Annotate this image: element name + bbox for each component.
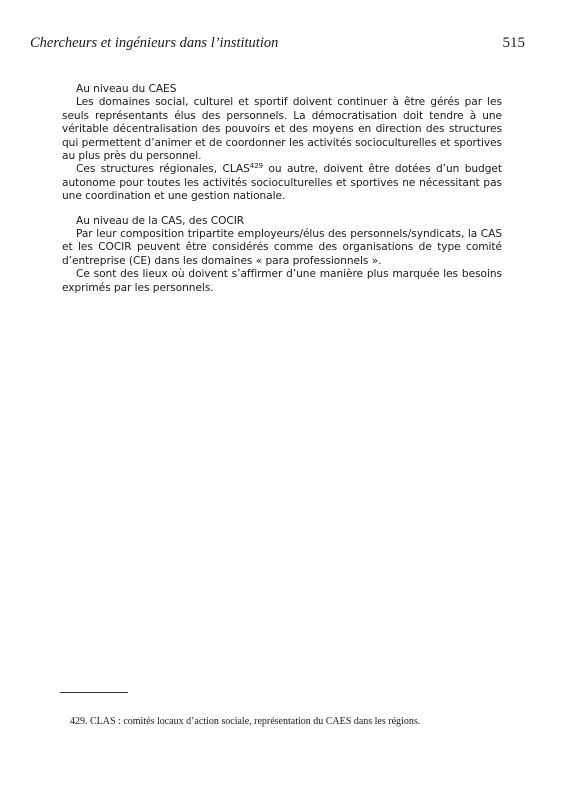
paragraph-text: ou autre, doivent être dotées d’un budget autonome pour toutes les activités socioculturelles et sportives ne nécessitant pas une coordination et une gestion nationale. — [62, 163, 502, 203]
section-heading: Au niveau de la CAS, des COCIR — [76, 214, 245, 227]
running-head — [30, 34, 525, 52]
footnote: 429. CLAS : comités locaux d’action sociale, représentation du CAES dans les régions. — [70, 716, 421, 727]
footnote-divider — [60, 692, 128, 693]
paragraph — [62, 163, 502, 203]
section-heading: Au niveau du CAES — [76, 83, 177, 95]
paragraph-text: Ces structures régionales, CLAS — [76, 163, 250, 176]
paragraph: Ce sont des lieux où doivent s’affirmer d’une manière plus marquée les besoins exprimés par les personnels. — [62, 268, 502, 294]
page-number: 515 — [502, 35, 525, 51]
body-text — [62, 83, 502, 295]
paragraph: Les domaines social, culturel et sportif doivent continuer à être gérés par les seuls représentants élus des personnels. La démocratisation doit tendre à une véritable décentralisation des pouvoirs et des moyens en direction des structures qui permettent d’animer et de coordonner les activités socioculturelles et sportives au plus près du personnel. — [62, 96, 502, 163]
footnote-reference[interactable]: 429 — [249, 162, 264, 171]
paragraph: Par leur composition tripartite employeurs/élus des personnels/syndicats, la CAS et les COCIR peuvent être considérés comme des organisations de type comité d’entreprise (CE) dans les domaines « para professionnels ». — [62, 228, 502, 267]
running-title: Chercheurs et ingénieurs dans l’institution — [30, 35, 279, 51]
section-gap — [62, 204, 502, 215]
